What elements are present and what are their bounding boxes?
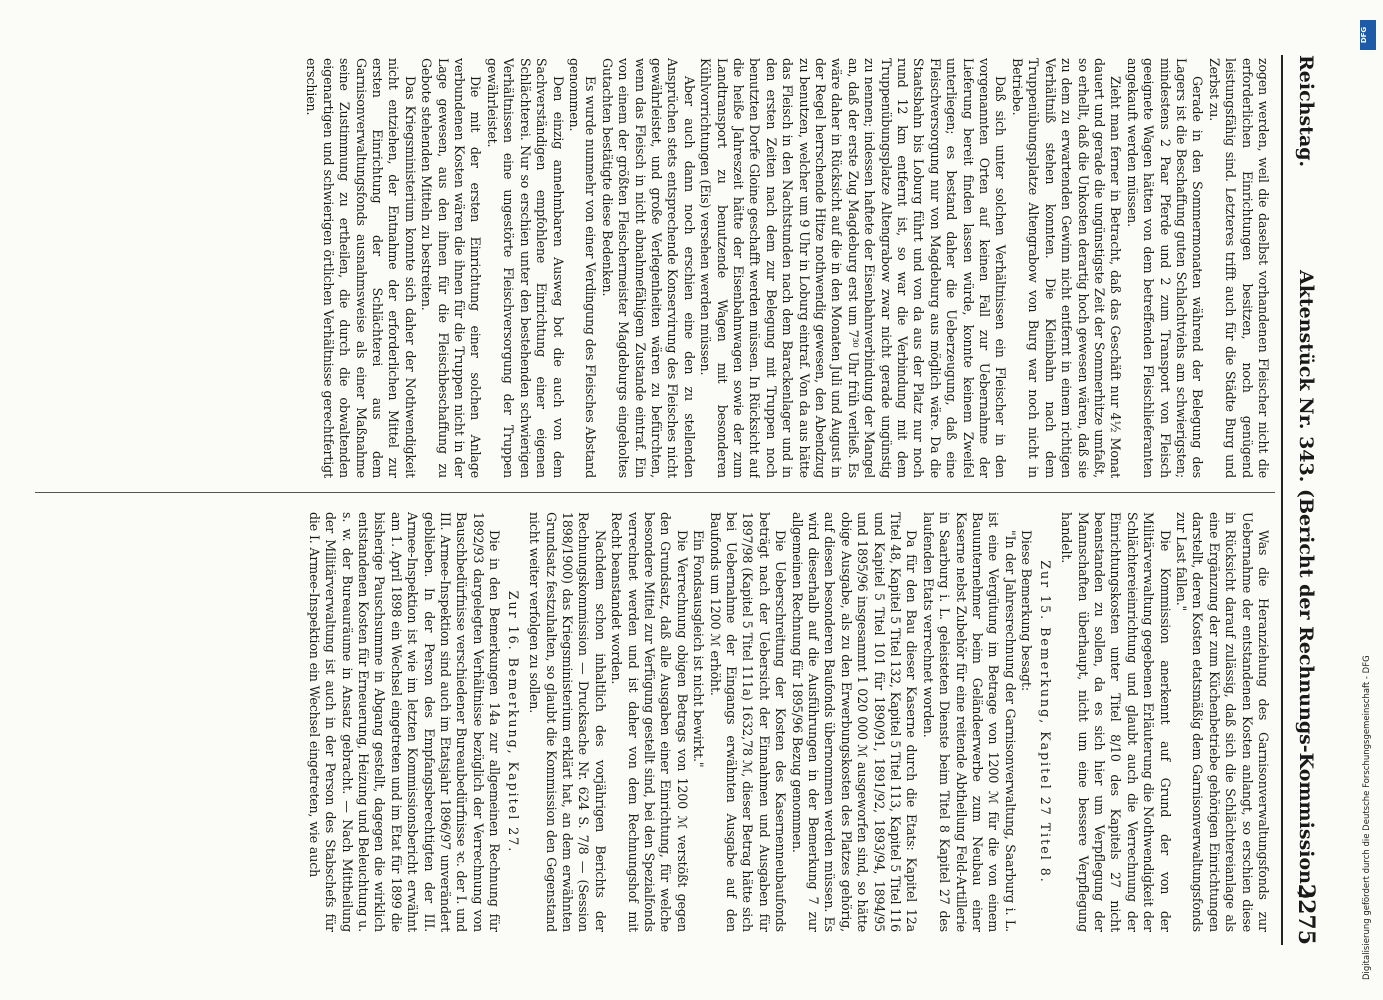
- paragraph: "In der Jahresrechnung der Garnisonverwaltung, Saarburg i. L. ist eine Vergütung im Betrage von 1200 ℳ für die von einem Bauunternehmer beim Geländeerwerbe zum Neubau einer Kaserne nebst Zubehör für eine reitende Abtheilung Feld-Artillerie in Saarburg i. L. geleisteten Dienste beim Titel 8 Kapitel 27 des laufenden Etats verrechnet worden.: [920, 512, 1018, 932]
- header-rule: [1281, 55, 1283, 945]
- paragraph: Diese Bemerkung besagt:: [1019, 530, 1035, 691]
- page-header: [1285, 55, 1321, 945]
- section-heading: Zur 16. Bemerkung, Kapitel 27.: [505, 590, 521, 854]
- paragraph: Es wurde nunmehr von einer Verdingung des Fleisches Abstand genommen.: [566, 58, 599, 478]
- paragraph: Was die Heranziehung des Garnisonverwaltungsfonds zur Uebernahme der entstandenen Kosten anlangt, so erschien diese in Rücksicht darauf zulässig, daß sich die Schlächtereianlage als eine Ergänzung der zum Küchenbetriebe gehörigen Einrichtungen darstellt, deren Kosten etatsmäßig dem Garnisonverwaltungsfonds zur Last fallen.": [1173, 512, 1271, 932]
- left-column: [31, 58, 1271, 478]
- paragraph: Zieht man ferner in Betracht, daß das Geschäft nur 4½ Monat dauert und gerade die ungünstigste Zeit der Sommerhitze umfaßt, so erhellt, daß die Unkosten derartig hoch gewesen wären, daß sie zu dem zu erwartenden Gewinn nicht entfernt in einem richtigen Verhältniß stehen konnten. Die Kleinbahn nach dem Truppenübungsplatze Altengrabow von Burg war noch nicht in Betriebe.: [1009, 58, 1124, 478]
- paragraph: Die Ueberschreitung der Kosten des Kasernenneubaufonds beträgt nach der Uebersicht der Einnahmen und Ausgaben für 1897/98 (Kapitel 5 Titel 111a) 1632,78 ℳ, dieser Betrag hätte sich bei Uebernahme der Eingangs erwähnten Ausgabe auf den Baufonds um 1200 ℳ erhöht.: [707, 512, 789, 932]
- paragraph: Das Kriegsministerium konnte sich daher der Nothwendigkeit nicht entziehen, der Entnahme der erforderlichen Mittel zur ersten Einrichtung der Schlächterei aus dem Garnisonverwaltungsfonds ausnahmsweise als einer Maßnahme seine Zustimmung zu ertheilen, die durch die obwaltenden eigenartigen und schwierigen örtlichen Verhältnisse gerechtfertigt erschien.: [304, 58, 418, 478]
- paragraph: Die in den Bemerkungen 14a zur allgemeinen Rechnung für 1892/93 dargelegten Verhältnisse bezüglich der Verrechnung von Bauschbedürfnisse verschiedener Bureaubedürfnisse ꝛc. der I. und III. Armee-Inspektion sind auch im Etatsjahr 1896/97 unverändert geblieben. In der Person des Empfangsberechtigten der III. Armee-Inspektion ist wie im letzten Kommissionsbericht erwähnt am 1. April 1898 ein Wechsel eingetreten und im Etat für 1899 die bisherige Pauschsumme in Abgang gestellt, dagegen die wirklich entstandenen Kosten für Erneuerung, Heizung und Beleuchtung u. s. w. der Bureauräume in Ansatz gebracht. — Nach Mittheilung der Militärverwaltung ist auch in der Person des Stabschefs für die I. Armee-Inspektion ein Wechsel eingetreten, wie auch: [306, 512, 503, 932]
- paragraph: Die Kommission anerkennt auf Grund der von der Militärverwaltung gegebenen Erläuterung die Nothwendigkeit der Schlächtereieinrichtung und glaubt auch die Verrechnung der Einrichtungskosten unter Titel 8/10 des Kapitels 27 nicht beanstanden zu sollen, da es sich hier um Verpflegung der Mannschaften überhaupt, nicht um eine bessere Verpflegung handelt.: [1059, 512, 1173, 932]
- paragraph: Nachdem schon inhaltlich des vorjährigen Berichts der Rechnungskommission — Drucksache Nr. 624 S. 7/8 — (Session 1898/1900) das Kriegsministerium erklärt hat, an dem erwähnten Grundsatz festzuhalten, so glaubt die Kommission den Gegenstand nicht weiter verfolgen zu sollen.: [527, 512, 608, 932]
- page-number: 2275: [1293, 883, 1319, 945]
- header-left: Reichstag.: [1295, 55, 1317, 168]
- paragraph: Da für den Bau dieser Kaserne durch die Etats: Kapitel 12a Titel 48, Kapitel 5 Titel 132, Kapitel 5 Titel 113, Kapitel 5 Titel 116 und Kapitel 5 Titel 101 für 1890/91, 1891/92, 1893/94, 1894/95 und 1895/96 insgesammt 1 020 000 ℳ ausgeworfen sind, so hätte obige Ausgabe, als zu den Erwerbungskosten des Platzes gehörig, auf diesen besonderen Baufonds übernommen werden müssen. Es wird dieserhalb auf die Ausführungen in der Bemerkung 7 zur allgemeinen Rechnung für 1895/96 Bezug genommen.: [789, 512, 920, 932]
- funding-note: [1360, 20, 1380, 980]
- section-heading: Zur 15. Bemerkung, Kapitel 27 Titel 8.: [1037, 560, 1053, 884]
- paragraph: Daß sich unter solchen Verhältnissen ein Fleischer in den vorgenannten Orten auf keinen Fall zur Uebernahme der Lieferung bereit finden lassen würde, konnte keinem Zweifel unterliegen; es bestand daher die Ueberzeugung, daß eine Fleischversorgung nur von Magdeburg aus möglich wäre. Da die Staatsbahn bis Loburg führt und von da aus der Platz nur noch rund 12 km entfernt ist, so war die Verbindung mit dem Truppenübungsplatze Altengrabow zwar nicht gerade ungünstig zu nennen; indessen haftete der Eisenbahnverbindung der Mangel an, daß der erste Zug Magdeburg erst um 7³⁰ Uhr früh verließ. Es wäre daher in Rücksicht auf die in den Monaten Juli und August in der Regel herrschende Hitze nothwendig gewesen, den Abendzug zu benutzen, welcher um 9 Uhr in Loburg eintraf. Von da aus hätte das Fleisch in den Nachtstunden nach dem Barackenlager und in den ersten Zeiten nach dem zur Belegung mit Truppen noch benutzten Dorfe Gloine geschafft werden müssen. In Rücksicht auf die heiße Jahreszeit hätte der Eisenbahnwagen sowie der zum Landtransport zu benutzende Wagen mit besonderen Kühlvorrichtungen (Eis) versehen werden müssen.: [698, 58, 1009, 478]
- column-separator: [35, 492, 1275, 493]
- paragraph: Aber auch dann noch erschien eine den zu stellenden Ansprüchen stets entsprechende Konservirung des Fleisches nicht gewährleistet, und große Verlegenheiten wären zu befürchten, wenn das Fleisch in nicht abnahmefähigem Zustande eintraf. Ein von einem der größten Fleischermeister Magdeburgs eingeholtes Gutachten bestätigte diese Bedenken.: [599, 58, 697, 478]
- paragraph: Den einzig annehmbaren Ausweg bot die auch von dem Sachverständigen empfohlene Einrichtung einer eigenen Schlächterei. Nur so erschien unter den bestehenden schwierigen Verhältnissen eine ungestörte Fleischversorgung der Truppen gewährleistet.: [484, 58, 566, 478]
- paragraph: zogen werden, weil die daselbst vorhandenen Fleischer nicht die erforderlichen Einrichtungen besitzen, noch genügend leistungsfähig sind. Letzteres trifft auch für die Städte Burg und Zerbst zu.: [1206, 58, 1271, 478]
- dfg-logo: DFG: [1360, 20, 1376, 50]
- paragraph: Die mit der ersten Einrichtung einer solchen Anlage verbundenen Kosten wären die ihnen für die Truppen nicht in der Lage gewesen, aus den ihnen für die Fleischbeschaffung zu Gebote stehenden Mitteln zu bestreiten.: [419, 58, 484, 478]
- right-column: [31, 512, 1271, 932]
- funding-note-text: Digitalisierung gefördert durch die Deutsche Forschungsgemeinschaft - DFG: [1362, 655, 1372, 980]
- paragraph: Ein Fondsausgleich ist nicht bewirkt.": [691, 530, 707, 768]
- header-title: Aktenstück Nr. 343. (Bericht der Rechnungs-Kommission.): [1295, 270, 1317, 900]
- paragraph: Gerade in den Sommermonaten während der Belegung des Lagers ist die Beschaffung guten Schlachtviehs am schwierigsten; mindestens 2 Paar Pferde und 2 zum Transport von Fleisch geeignete Wagen hätten von dem betreffenden Fleischlieferanten angekauft werden müssen.: [1124, 58, 1206, 478]
- paragraph: Die Verrechnung obigen Betrags von 1200 ℳ verstößt gegen den Grundsatz, daß alle Ausgaben einer Einrichtung, für welche besondere Mittel zur Verfügung gestellt sind, bei den Spezialfonds verrechnet werden und ist daher von dem Rechnungshof mit Recht beanstandet worden.: [609, 512, 690, 932]
